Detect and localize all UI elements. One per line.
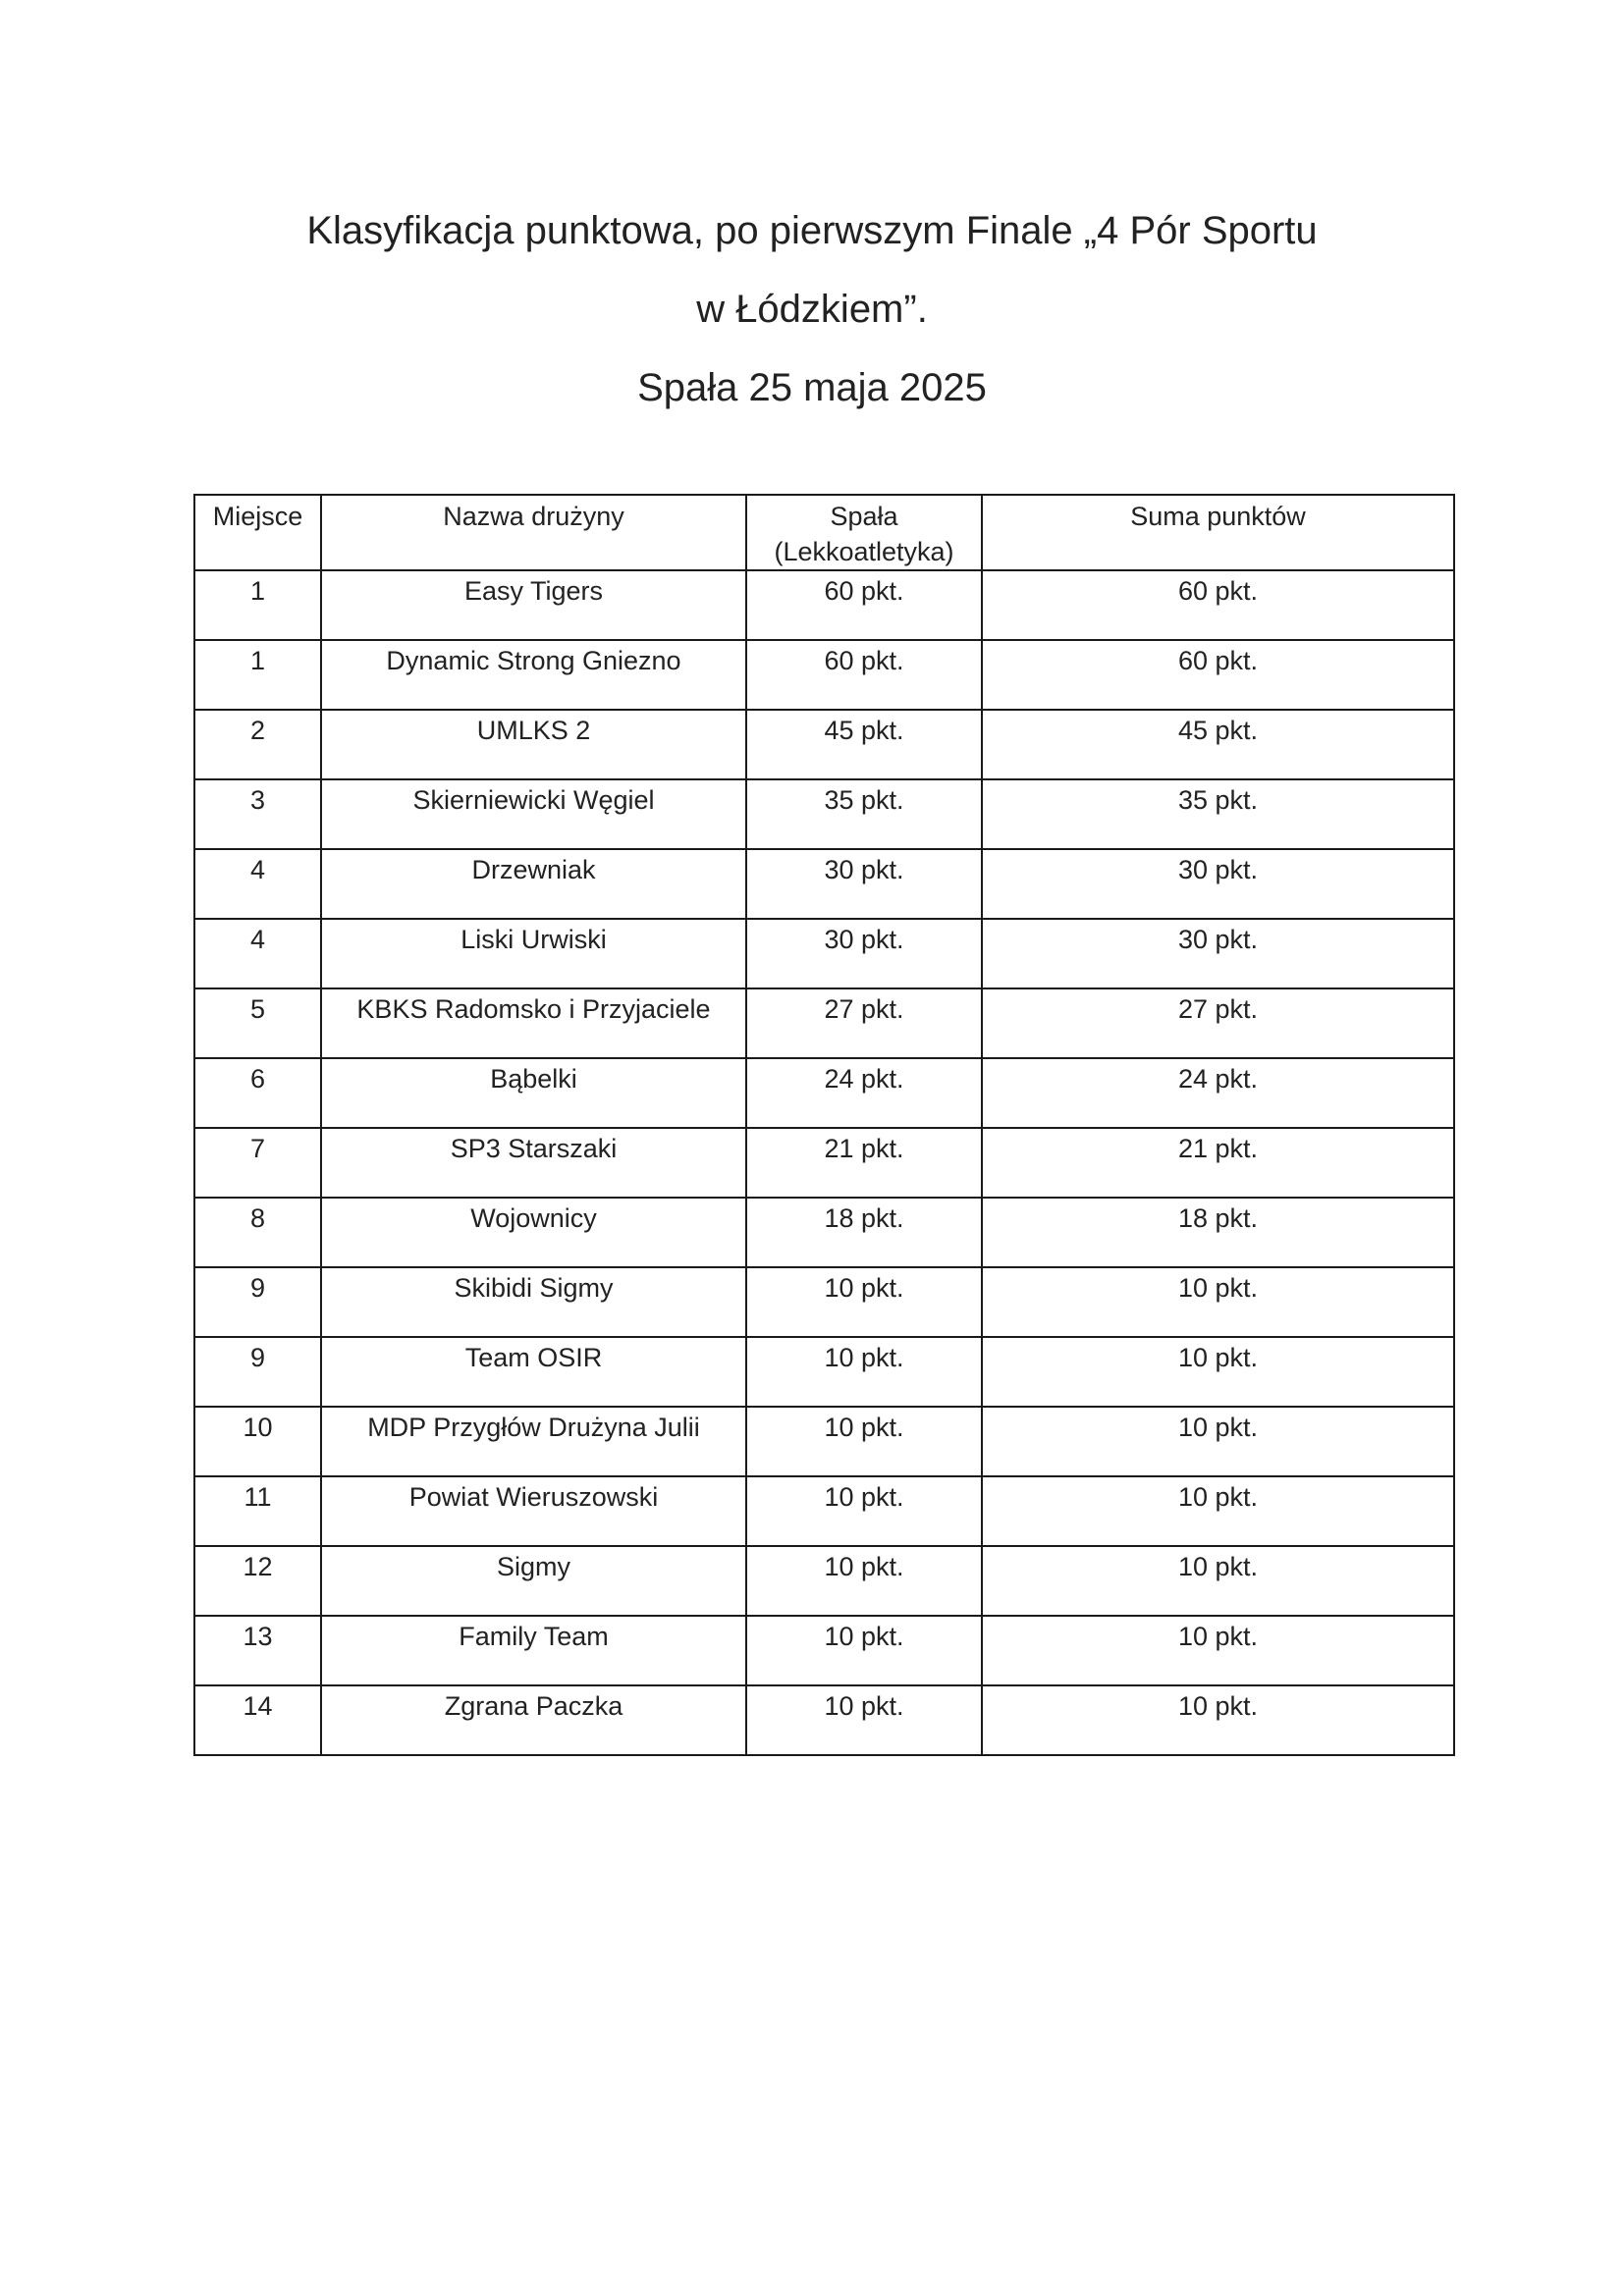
cell-sum: 10 pkt. [982,1267,1454,1337]
cell-team: Sigmy [321,1546,746,1616]
table-row [194,1058,1454,1128]
title-line-1: Klasyfikacja punktowa, po pierwszym Finale „4 Pór Sportu [306,209,1318,252]
table-row [194,1685,1454,1755]
cell-place: 5 [194,988,321,1058]
cell-team: SP3 Starszaki [321,1128,746,1198]
cell-place: 4 [194,849,321,919]
cell-place: 7 [194,1128,321,1198]
results-table [193,494,1455,1756]
cell-spala: 18 pkt. [746,1198,982,1267]
cell-place: 12 [194,1546,321,1616]
cell-spala: 35 pkt. [746,779,982,849]
cell-place: 10 [194,1407,321,1476]
cell-spala: 30 pkt. [746,919,982,988]
cell-place: 3 [194,779,321,849]
cell-spala: 60 pkt. [746,570,982,640]
cell-spala: 21 pkt. [746,1128,982,1198]
cell-sum: 35 pkt. [982,779,1454,849]
results-table-body [194,570,1454,1755]
cell-spala: 10 pkt. [746,1546,982,1616]
header-sum: Suma punktów [982,495,1454,570]
cell-team: Family Team [321,1616,746,1685]
cell-sum: 10 pkt. [982,1616,1454,1685]
cell-place: 9 [194,1337,321,1407]
header-place: Miejsce [194,495,321,570]
cell-place: 8 [194,1198,321,1267]
cell-spala: 10 pkt. [746,1407,982,1476]
cell-team: Easy Tigers [321,570,746,640]
table-row [194,1616,1454,1685]
table-row [194,570,1454,640]
cell-sum: 60 pkt. [982,640,1454,710]
header-row [194,495,1454,570]
table-row [194,1267,1454,1337]
table-row [194,710,1454,779]
cell-spala: 24 pkt. [746,1058,982,1128]
header-spala [746,495,982,570]
cell-team: Team OSIR [321,1337,746,1407]
cell-place: 2 [194,710,321,779]
cell-place: 4 [194,919,321,988]
cell-team: Zgrana Paczka [321,1685,746,1755]
cell-team: Liski Urwiski [321,919,746,988]
cell-place: 6 [194,1058,321,1128]
cell-sum: 30 pkt. [982,919,1454,988]
cell-place: 1 [194,570,321,640]
table-row [194,919,1454,988]
table-row [194,1476,1454,1546]
cell-spala: 60 pkt. [746,640,982,710]
cell-sum: 24 pkt. [982,1058,1454,1128]
table-row [194,640,1454,710]
title-line-2: w Łódzkiem”. [696,288,928,331]
cell-spala: 10 pkt. [746,1267,982,1337]
cell-sum: 10 pkt. [982,1685,1454,1755]
title-line-3: Spała 25 maja 2025 [637,366,987,409]
header-spala-line2: (Lekkoatletyka) [774,537,954,566]
cell-spala: 30 pkt. [746,849,982,919]
cell-team: KBKS Radomsko i Przyjaciele [321,988,746,1058]
document-title [0,191,1624,427]
cell-sum: 10 pkt. [982,1476,1454,1546]
cell-sum: 45 pkt. [982,710,1454,779]
table-row [194,988,1454,1058]
cell-sum: 10 pkt. [982,1546,1454,1616]
cell-spala: 27 pkt. [746,988,982,1058]
cell-place: 1 [194,640,321,710]
cell-team: Bąbelki [321,1058,746,1128]
cell-spala: 10 pkt. [746,1685,982,1755]
cell-place: 14 [194,1685,321,1755]
cell-team: Skierniewicki Węgiel [321,779,746,849]
cell-team: Wojownicy [321,1198,746,1267]
results-table-header [194,495,1454,570]
cell-sum: 60 pkt. [982,570,1454,640]
table-row [194,779,1454,849]
cell-sum: 10 pkt. [982,1407,1454,1476]
table-row [194,1407,1454,1476]
cell-place: 9 [194,1267,321,1337]
cell-team: UMLKS 2 [321,710,746,779]
table-row [194,1198,1454,1267]
cell-place: 13 [194,1616,321,1685]
table-row [194,849,1454,919]
cell-spala: 10 pkt. [746,1337,982,1407]
table-row [194,1546,1454,1616]
cell-spala: 10 pkt. [746,1476,982,1546]
cell-team: MDP Przygłów Drużyna Julii [321,1407,746,1476]
cell-sum: 27 pkt. [982,988,1454,1058]
cell-sum: 18 pkt. [982,1198,1454,1267]
cell-team: Drzewniak [321,849,746,919]
table-row [194,1128,1454,1198]
cell-spala: 10 pkt. [746,1616,982,1685]
table-row [194,1337,1454,1407]
cell-sum: 21 pkt. [982,1128,1454,1198]
header-team: Nazwa drużyny [321,495,746,570]
header-spala-line1: Spała [830,502,898,531]
cell-place: 11 [194,1476,321,1546]
cell-spala: 45 pkt. [746,710,982,779]
cell-team: Powiat Wieruszowski [321,1476,746,1546]
cell-sum: 10 pkt. [982,1337,1454,1407]
cell-team: Dynamic Strong Gniezno [321,640,746,710]
cell-team: Skibidi Sigmy [321,1267,746,1337]
cell-sum: 30 pkt. [982,849,1454,919]
